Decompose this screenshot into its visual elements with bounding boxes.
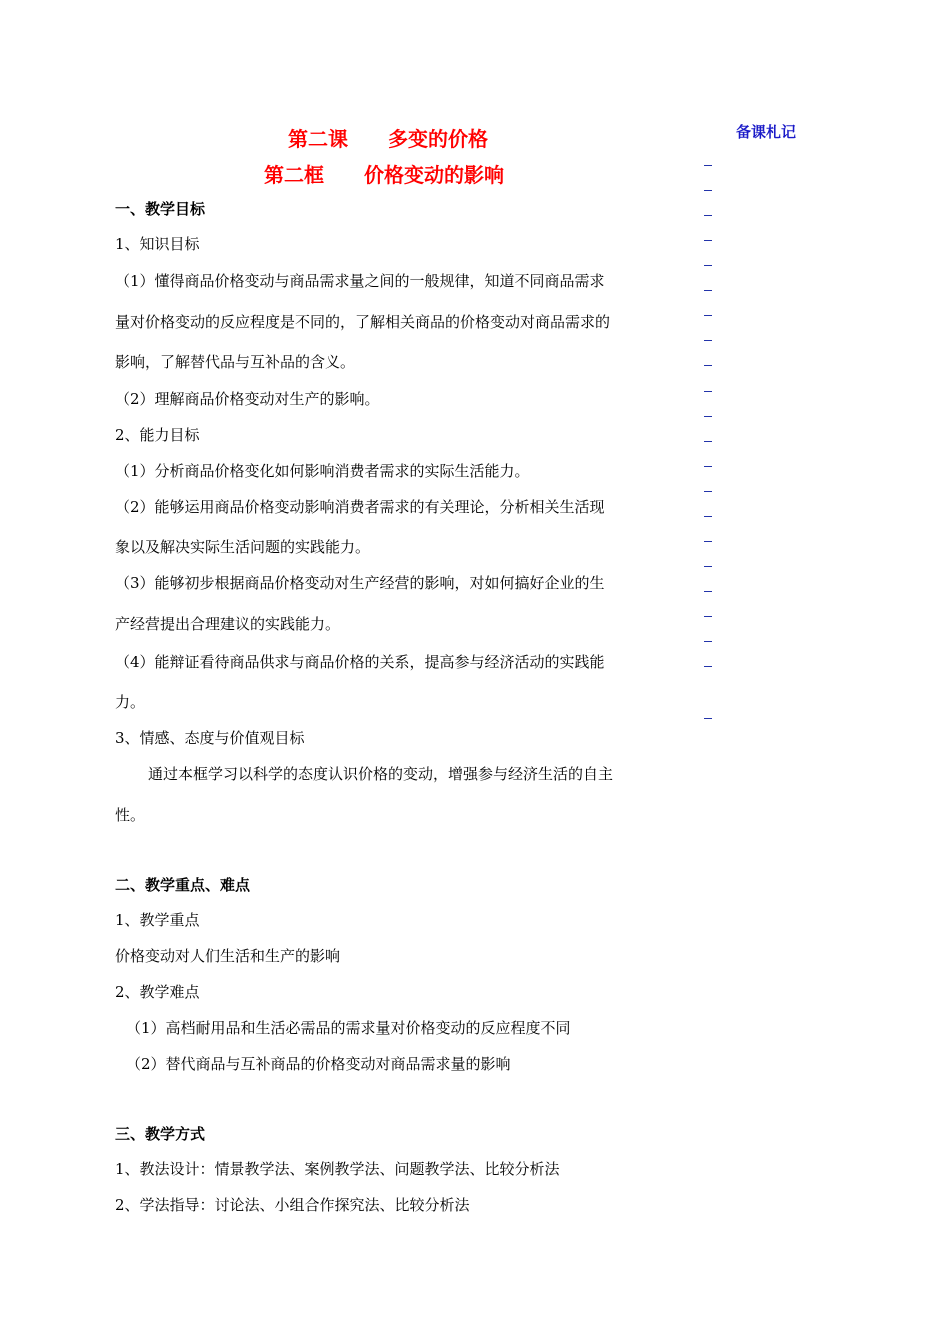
paragraph-line: 力。 <box>115 693 146 711</box>
paragraph-line: 价格变动对人们生活和生产的影响 <box>115 947 341 965</box>
margin-dash <box>704 190 712 191</box>
subheading-values: 3、情感、态度与价值观目标 <box>115 729 305 747</box>
paragraph-line: （1）分析商品价格变化如何影响消费者需求的实际生活能力。 <box>115 462 530 480</box>
paragraph-line: （1）懂得商品价格变动与商品需求量之间的一般规律，知道不同商品需求 <box>115 272 605 290</box>
margin-dash <box>704 441 712 442</box>
margin-dash <box>704 641 712 642</box>
lesson-title: 第二课 多变的价格 <box>288 127 488 151</box>
section-title: 第二框 价格变动的影响 <box>264 163 504 187</box>
margin-dash <box>704 566 712 567</box>
margin-dash <box>704 165 712 166</box>
heading-objectives: 一、教学目标 <box>115 200 206 218</box>
margin-dash <box>704 365 712 366</box>
margin-dash <box>704 718 712 719</box>
paragraph-line: 量对价格变动的反应程度是不同的，了解相关商品的价格变动对商品需求的 <box>115 313 611 331</box>
margin-dash <box>704 466 712 467</box>
paragraph-line: 产经营提出合理建议的实践能力。 <box>115 615 341 633</box>
margin-dash <box>704 416 712 417</box>
margin-dash <box>704 516 712 517</box>
heading-key-points: 二、教学重点、难点 <box>115 876 251 894</box>
side-note-label: 备课札记 <box>736 123 797 141</box>
paragraph-line: （1）高档耐用品和生活必需品的需求量对价格变动的反应程度不同 <box>126 1019 571 1037</box>
paragraph-line: （3）能够初步根据商品价格变动对生产经营的影响，对如何搞好企业的生 <box>115 574 605 592</box>
paragraph-line: （2）替代商品与互补商品的价格变动对商品需求量的影响 <box>126 1055 511 1073</box>
subheading-knowledge: 1、知识目标 <box>115 235 200 253</box>
paragraph-line: （4）能辩证看待商品供求与商品价格的关系，提高参与经济活动的实践能 <box>115 653 605 671</box>
heading-methods: 三、教学方式 <box>115 1125 206 1143</box>
paragraph-line: （2）理解商品价格变动对生产的影响。 <box>115 390 380 408</box>
paragraph-line: （2）能够运用商品价格变动影响消费者需求的有关理论，分析相关生活现 <box>115 498 605 516</box>
margin-dash <box>704 315 712 316</box>
paragraph-line: 性。 <box>115 806 146 824</box>
margin-dash <box>704 591 712 592</box>
subheading-difficulty: 2、教学难点 <box>115 983 200 1001</box>
subheading-ability: 2、能力目标 <box>115 426 200 444</box>
paragraph-line: 象以及解决实际生活问题的实践能力。 <box>115 538 371 556</box>
margin-dash <box>704 290 712 291</box>
margin-dash <box>704 265 712 266</box>
margin-dash <box>704 340 712 341</box>
paragraph-line: 1、教法设计：情景教学法、案例教学法、问题教学法、比较分析法 <box>115 1160 560 1178</box>
paragraph-line: 2、学法指导：讨论法、小组合作探究法、比较分析法 <box>115 1196 470 1214</box>
paragraph-line: 影响，了解替代品与互补品的含义。 <box>115 353 356 371</box>
margin-dash <box>704 666 712 667</box>
margin-dash <box>704 391 712 392</box>
subheading-key: 1、教学重点 <box>115 911 200 929</box>
margin-dash <box>704 215 712 216</box>
margin-dash <box>704 616 712 617</box>
margin-dash <box>704 240 712 241</box>
margin-dash <box>704 541 712 542</box>
margin-dash <box>704 491 712 492</box>
paragraph-line: 通过本框学习以科学的态度认识价格的变动，增强参与经济生活的自主 <box>148 765 614 783</box>
